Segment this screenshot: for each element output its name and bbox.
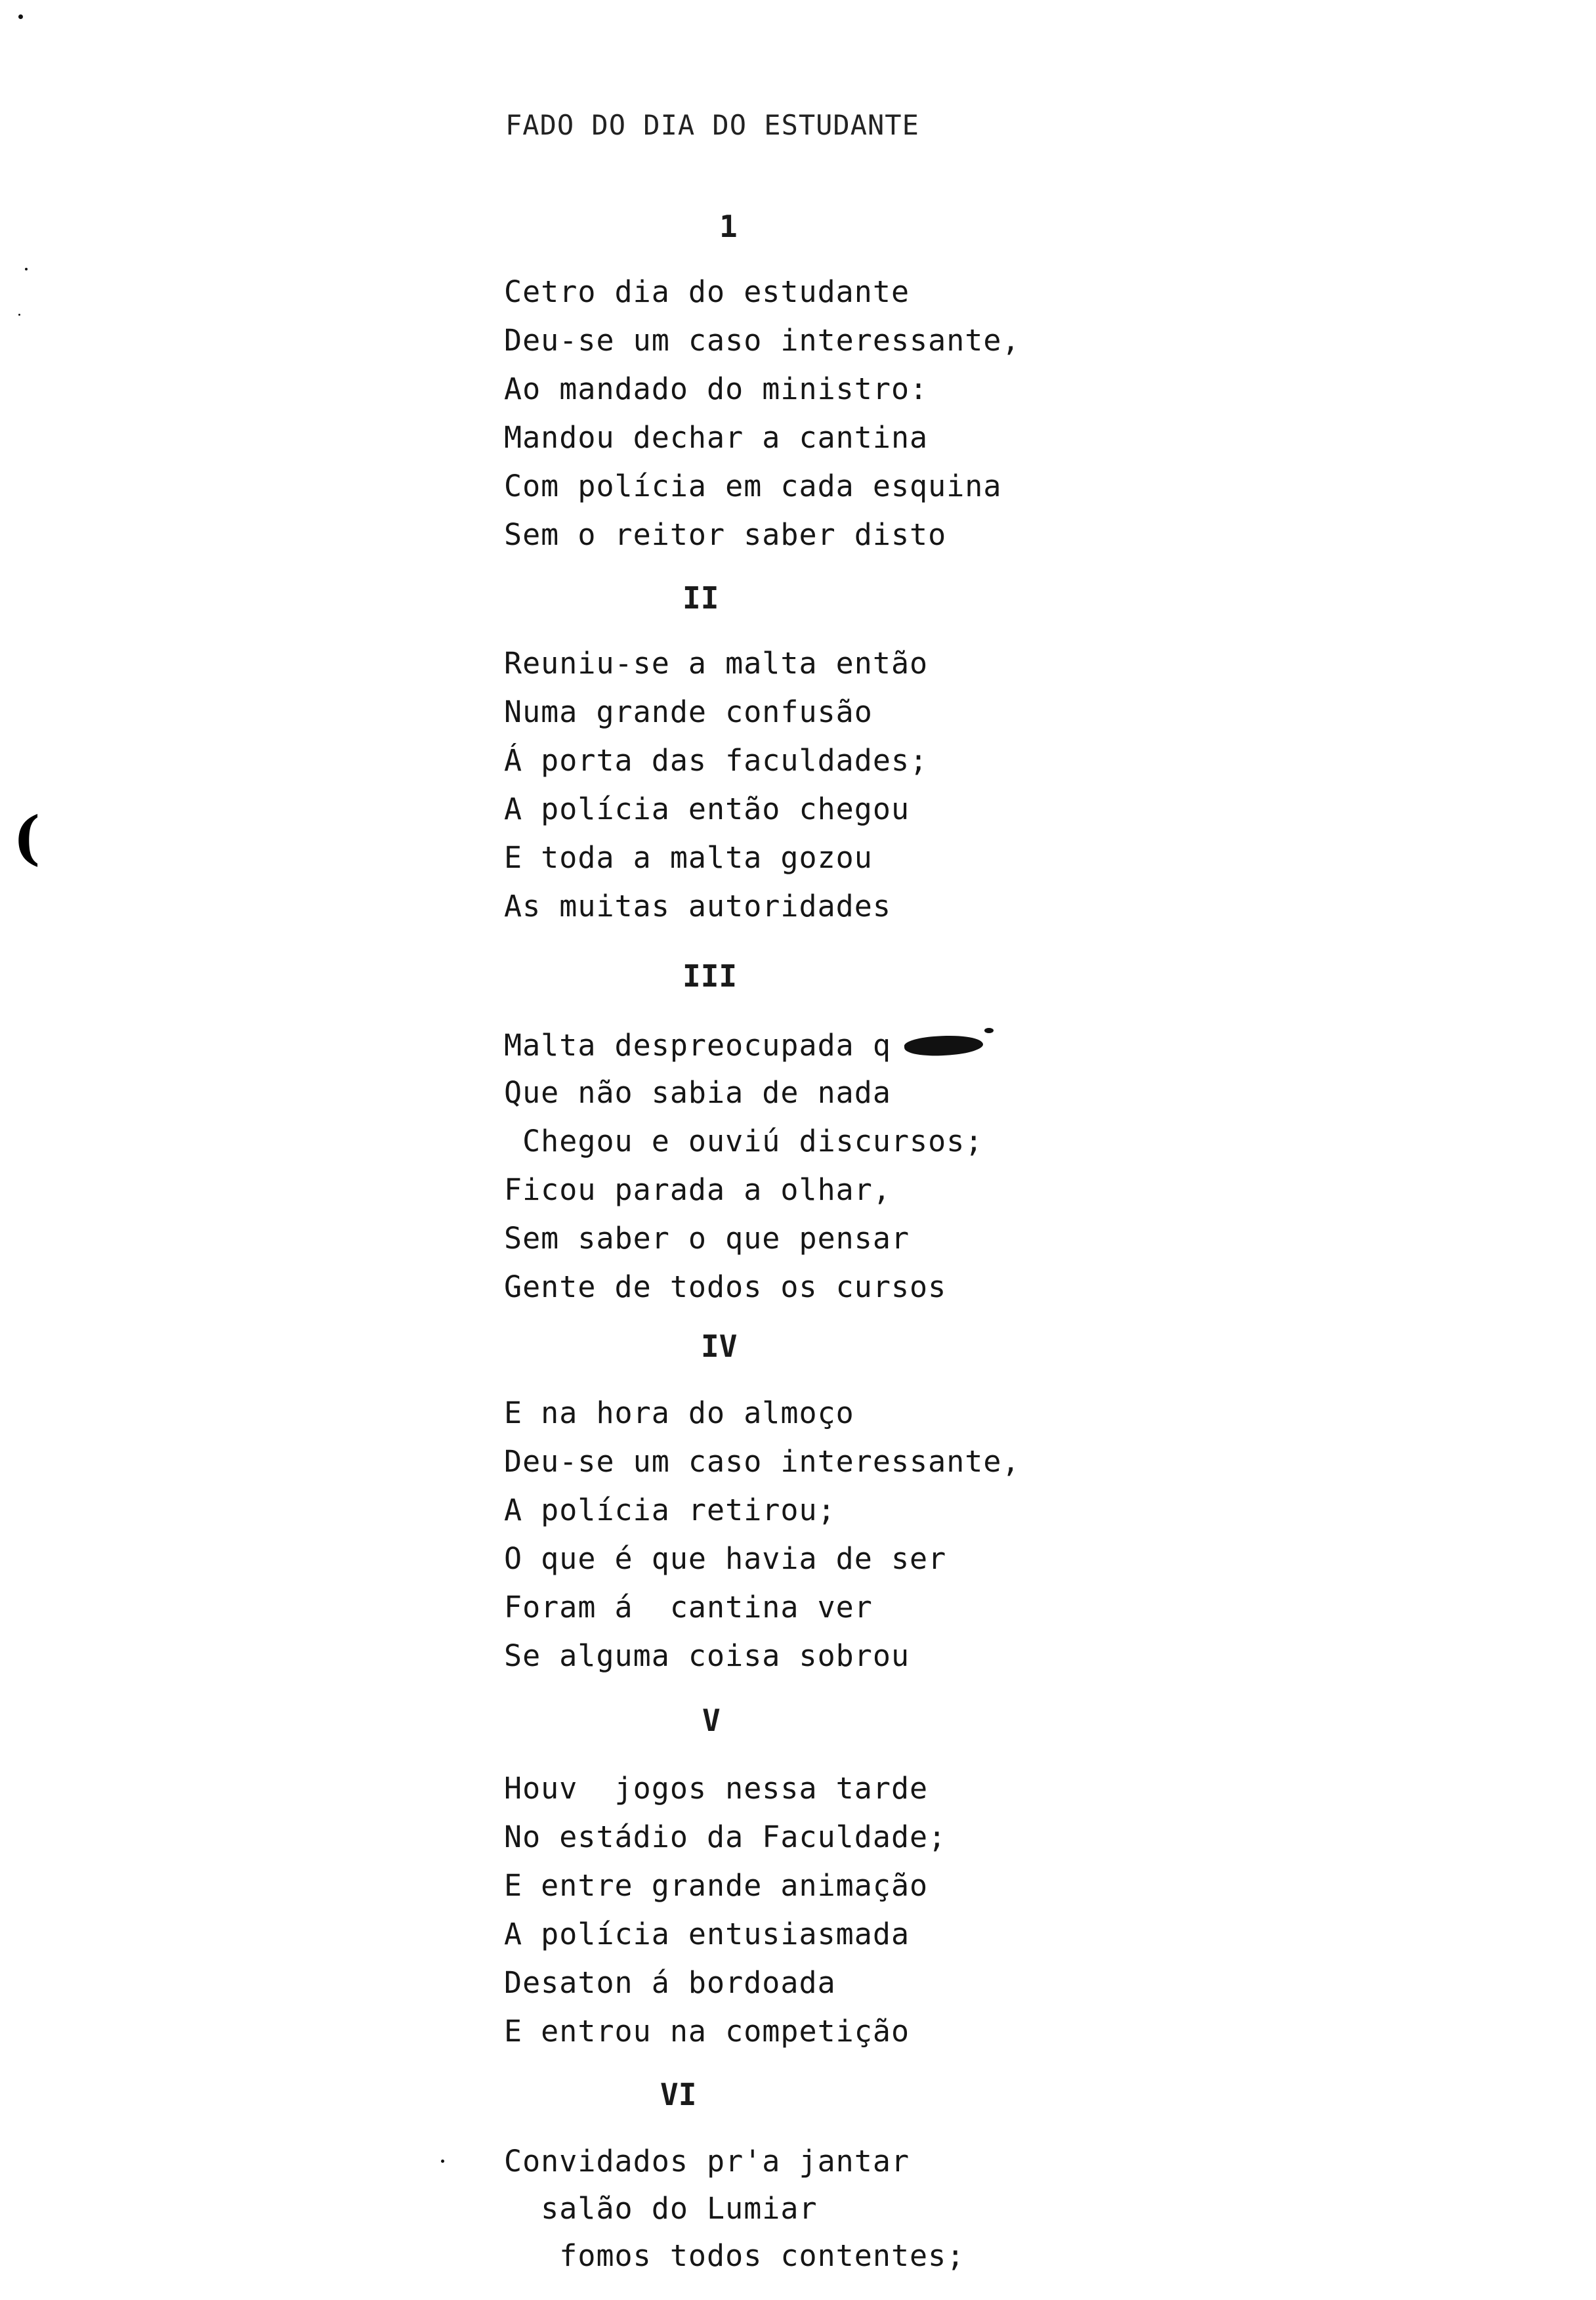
verse-line: Houv jogos nessa tarde	[504, 1771, 929, 1806]
verse-line: Ficou parada a olhar,	[504, 1172, 891, 1207]
verse-line: Desaton á bordoada	[504, 1965, 836, 2000]
verse-line: E entre grande animação	[504, 1868, 929, 1903]
verse-line: salão do Lumiar	[504, 2191, 818, 2226]
verse-line: Deu-se um caso interessante,	[504, 323, 1020, 358]
verse-line: Gente de todos os cursos	[504, 1269, 947, 1304]
stanza-numeral: VI	[660, 2077, 697, 2112]
margin-speck	[18, 314, 20, 316]
ink-blot	[904, 1033, 984, 1058]
verse-line: Cetro dia do estudante	[504, 274, 910, 309]
verse-line: A polícia retirou;	[504, 1493, 836, 1527]
verse-line: No estádio da Faculdade;	[504, 1820, 947, 1854]
verse-line: Reuniu-se a malta então	[504, 646, 929, 681]
margin-speck	[441, 2160, 444, 2163]
verse-line: A polícia entusiasmada	[504, 1917, 910, 1951]
margin-speck	[18, 14, 23, 19]
verse-line: Sem saber o que pensar	[504, 1221, 910, 1256]
verse-line: fomos todos contentes;	[504, 2238, 965, 2273]
stanza-numeral: V	[702, 1703, 721, 1738]
verse-line: Se alguma coisa sobrou	[504, 1638, 910, 1673]
margin-bracket-mark: (	[13, 803, 41, 872]
verse-line: E na hora do almoço	[504, 1395, 854, 1430]
verse-line: O que é que havia de ser	[504, 1541, 947, 1576]
stanza-numeral: IV	[701, 1329, 738, 1364]
ink-blot	[984, 1028, 994, 1033]
verse-line: E entrou na competição	[504, 2014, 910, 2049]
verse-line: A polícia então chegou	[504, 792, 910, 826]
verse-line: Malta despreocupada q	[504, 1028, 891, 1063]
verse-line: Foram á cantina ver	[504, 1590, 873, 1625]
verse-line: Convidados pr'a jantar	[504, 2144, 910, 2179]
stanza-numeral: III	[682, 958, 738, 994]
verse-line: Ao mandado do ministro:	[504, 372, 929, 406]
verse-line: Que não sabia de nada	[504, 1075, 891, 1110]
page-title: FADO DO DIA DO ESTUDANTE	[505, 109, 919, 141]
verse-line: Com polícia em cada esquina	[504, 469, 1002, 503]
verse-line: As muitas autoridades	[504, 889, 891, 924]
verse-line: Mandou dechar a cantina	[504, 420, 929, 455]
verse-line: Chegou e ouviú discursos;	[504, 1124, 984, 1159]
verse-line: Numa grande confusão	[504, 694, 873, 729]
margin-speck	[25, 268, 28, 270]
verse-line: E toda a malta gozou	[504, 840, 873, 875]
stanza-numeral: 1	[719, 209, 738, 244]
verse-line: Sem o reitor saber disto	[504, 517, 947, 552]
verse-line: Deu-se um caso interessante,	[504, 1444, 1020, 1479]
verse-line: Á porta das faculdades;	[504, 743, 929, 778]
stanza-numeral: II	[682, 580, 719, 616]
